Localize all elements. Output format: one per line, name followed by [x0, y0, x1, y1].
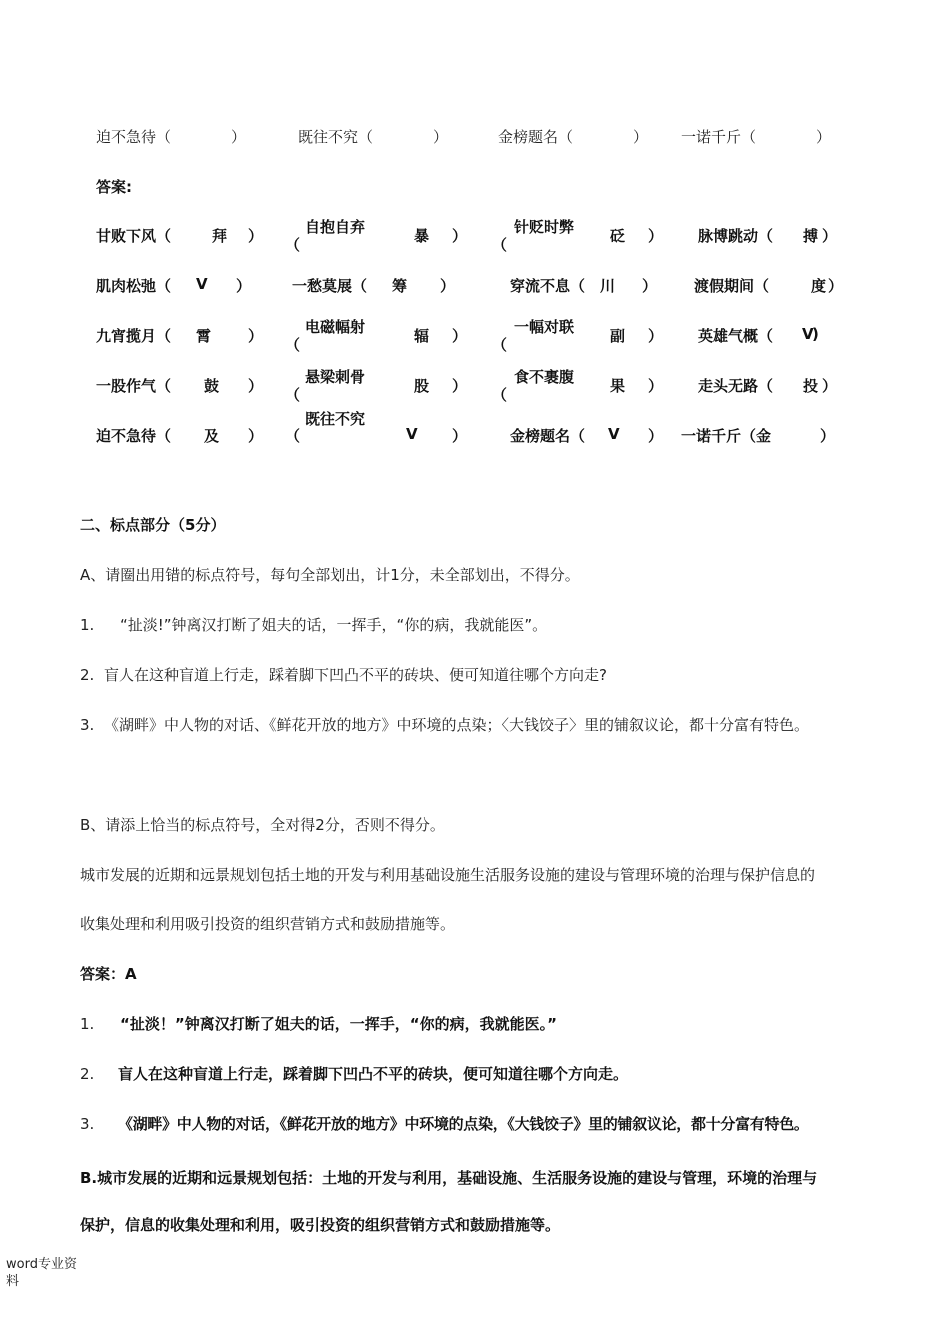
answer-cell-fill: 霄 [196, 327, 212, 345]
answer-cell-prefix: 肌肉松弛（ [96, 277, 172, 295]
answer-cell-prefix: 英雄气概（ [698, 327, 774, 345]
answer-cell-fill: V [802, 325, 814, 343]
answer-cell-suffix: ） [648, 377, 664, 395]
answer-cell-idiom-top: 自抱自弃 [305, 218, 366, 236]
answer-cell-suffix: ） [642, 277, 658, 295]
answer-cell-fill: 度 [811, 277, 827, 295]
answer-a-item-1 [80, 1013, 557, 1034]
answer-cell-prefix: 一愁莫展（ [292, 277, 368, 295]
answer-cell-fill: V [406, 425, 418, 443]
answer-cell-fill: 搏 [803, 227, 819, 245]
question-idiom-3: 金榜题名（ ） [498, 128, 649, 146]
answer-cell-suffix: ） [248, 227, 264, 245]
answer-cell-suffix: ） [822, 377, 838, 395]
part-a-instruction: A、请圈出用错的标点符号，每句全部划出，计1分，未全部划出，不得分。 [80, 566, 580, 584]
part-a-item-1 [80, 614, 547, 635]
answer-cell-prefix: （ [492, 236, 508, 254]
item-number: 2. [80, 666, 95, 684]
answer-cell-prefix: 脉博跳动（ [698, 227, 774, 245]
item-text: 盲人在这种盲道上行走，踩着脚下凹凸不平的砖块、便可知道往哪个方向走? [104, 666, 607, 684]
item-number: 3. [80, 1115, 95, 1133]
answer-cell-prefix: 一诺千斤（金 [681, 427, 772, 445]
answer-cell-prefix: 渡假期间（ [694, 277, 770, 295]
answer-cell-fill: 股 [414, 377, 430, 395]
answer-b-line-1: B.城市发展的近期和远景规划包括：土地的开发与利用，基础设施、生活服务设施的建设与管理，环境的治理与 [80, 1169, 818, 1187]
answer-cell-fill: 果 [610, 377, 626, 395]
answer-label: 答案: [96, 178, 132, 196]
answer-cell-idiom-top: 一幅对联 [514, 318, 575, 336]
answer-cell-suffix: ） [248, 427, 264, 445]
answer-cell-suffix: ） [648, 427, 664, 445]
answer-cell-fill: V [608, 425, 620, 443]
answer-cell-idiom-top: 电磁幅射 [305, 318, 366, 336]
answer-cell-prefix: 九宵揽月（ [96, 327, 172, 345]
answer-cell-prefix: （ [285, 427, 301, 445]
question-idiom-1: 迫不急待（ ） [96, 128, 247, 146]
part-b-instruction: B、请添上恰当的标点符号，全对得2分，否则不得分。 [80, 816, 445, 834]
answer-cell-fill: 砭 [610, 227, 626, 245]
item-number: 2. [80, 1065, 95, 1083]
answer-cell-suffix: ) [812, 325, 819, 343]
answer-cell-prefix: （ [492, 336, 508, 354]
answer-cell-fill: 拜 [212, 227, 228, 245]
answer-a-item-2 [80, 1063, 628, 1084]
answer-cell-fill: 投 [803, 377, 819, 395]
item-number: 1. [80, 616, 95, 634]
section-title: 二、标点部分（5分） [80, 516, 226, 534]
answer-cell-fill: 鼓 [204, 377, 220, 395]
answer-cell-prefix: （ [492, 386, 508, 404]
answer-cell-prefix: （ [285, 236, 301, 254]
answer-cell-prefix: 金榜题名（ [510, 427, 586, 445]
answer-cell-suffix: ） [648, 327, 664, 345]
answer-cell-suffix: ） [452, 327, 468, 345]
item-text: 盲人在这种盲道上行走，踩着脚下凹凸不平的砖块，便可知道往哪个方向走。 [118, 1065, 629, 1083]
answer-cell-idiom-top: 悬梁刺骨 [305, 368, 366, 386]
answer-cell-suffix: ） [236, 277, 252, 295]
item-number: 3. [80, 716, 95, 734]
answer-cell-prefix: 穿流不息（ [510, 277, 586, 295]
answer-b-line-2: 保护，信息的收集处理和利用，吸引投资的组织营销方式和鼓励措施等。 [80, 1216, 561, 1234]
answer-cell-fill: V [196, 275, 208, 293]
part-b-text-line-1: 城市发展的近期和远景规划包括土地的开发与利用基础设施生活服务设施的建设与管理环境的治理与保护信息的 [80, 866, 816, 884]
answer-cell-prefix: （ [285, 336, 301, 354]
answer-cell-fill: 筹 [392, 277, 408, 295]
answer-cell-fill: 及 [204, 427, 220, 445]
answer-cell-prefix: 走头无路（ [698, 377, 774, 395]
answer-cell-suffix: ） [820, 427, 836, 445]
answer-cell-suffix: ） [648, 227, 664, 245]
part-a-item-2 [80, 664, 607, 685]
answer-cell-suffix: ） [452, 427, 468, 445]
item-text: 《湖畔》中人物的对话，《鲜花开放的地方》中环境的点染，《大钱饺子》里的铺叙议论，都十分富有特色。 [118, 1115, 809, 1133]
answer-a-label: 答案：A [80, 965, 137, 983]
item-text: “扯淡!”钟离汉打断了姐夫的话，一挥手，“你的病，我就能医”。 [120, 616, 548, 634]
answer-cell-suffix: ） [822, 227, 838, 245]
answer-cell-suffix: ） [828, 277, 844, 295]
item-text: “扯淡！”钟离汉打断了姐夫的话，一挥手，“你的病，我就能医。” [120, 1015, 557, 1033]
answer-a-item-3 [80, 1113, 809, 1134]
answer-cell-fill: 副 [610, 327, 626, 345]
part-b-text-line-2: 收集处理和利用吸引投资的组织营销方式和鼓励措施等。 [80, 915, 456, 933]
answer-cell-suffix: ） [248, 327, 264, 345]
answer-cell-fill: 川 [600, 277, 616, 295]
answer-cell-prefix: 甘败下风（ [96, 227, 172, 245]
answer-cell-idiom-top: 既往不究 [305, 410, 366, 428]
answer-cell-suffix: ） [248, 377, 264, 395]
answer-cell-suffix: ） [452, 227, 468, 245]
answer-cell-idiom-top: 针贬时弊 [514, 218, 575, 236]
answer-cell-fill: 暴 [414, 227, 430, 245]
answer-cell-idiom-top: 食不裹腹 [514, 368, 575, 386]
question-idiom-4: 一诺千斤（ ） [681, 128, 832, 146]
answer-cell-prefix: （ [285, 386, 301, 404]
footer-watermark: word专业资料 [6, 1257, 77, 1289]
answer-cell-fill: 辐 [414, 327, 430, 345]
answer-cell-prefix: 一股作气（ [96, 377, 172, 395]
question-idiom-2: 既往不究（ ） [298, 128, 449, 146]
part-a-item-3 [80, 714, 809, 735]
item-text: 《湖畔》中人物的对话、《鲜花开放的地方》中环境的点染；〈大钱饺子〉里的铺叙议论，都十分富有特色。 [104, 716, 810, 734]
answer-cell-suffix: ） [452, 377, 468, 395]
answer-cell-prefix: 迫不急待（ [96, 427, 172, 445]
item-number: 1. [80, 1015, 95, 1033]
answer-cell-suffix: ） [440, 277, 456, 295]
